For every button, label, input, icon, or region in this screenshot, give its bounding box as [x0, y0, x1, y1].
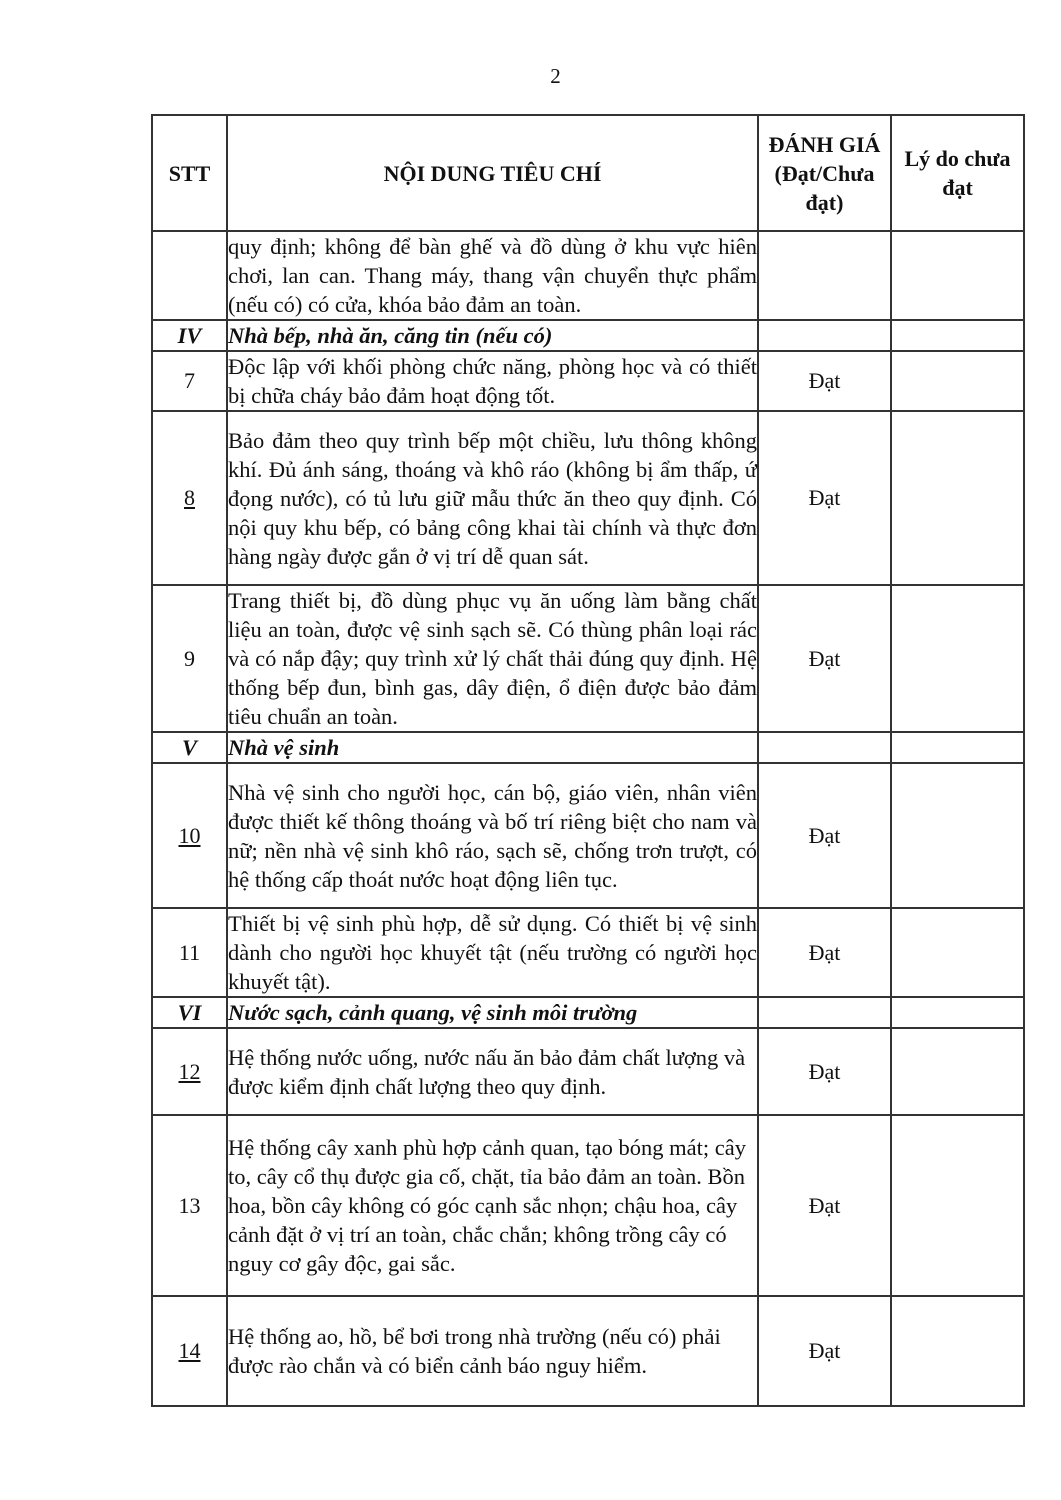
row-content: quy định; không để bàn ghế và đồ dùng ở khu vực hiên chơi, lan can. Thang máy, thang vận chuyển thực phẩm (nếu có) có cửa, khóa bảo đảm an toàn.: [227, 231, 758, 320]
row-evaluation: Đạt: [758, 1028, 891, 1115]
section-number: VI: [152, 997, 227, 1028]
row-content: Hệ thống ao, hồ, bể bơi trong nhà trường (nếu có) phải được rào chắn và có biển cảnh báo nguy hiểm.: [227, 1296, 758, 1406]
row-stt: [152, 411, 227, 585]
section-number: IV: [152, 320, 227, 351]
row-content: Bảo đảm theo quy trình bếp một chiều, lưu thông không khí. Đủ ánh sáng, thoáng và khô ráo (không bị ẩm thấp, ứ đọng nước), có tủ lưu giữ mẫu thức ăn theo quy định. Có nội quy khu bếp, có bảng công khai tài chính và thực đơn hàng ngày được gắn ở vị trí dễ quan sát.: [227, 411, 758, 585]
row-content: Hệ thống nước uống, nước nấu ăn bảo đảm chất lượng và được kiểm định chất lượng theo quy định.: [227, 1028, 758, 1115]
row-stt: 11: [152, 908, 227, 997]
section-row: [152, 320, 1024, 351]
row-evaluation: Đạt: [758, 585, 891, 732]
row-content: Trang thiết bị, đồ dùng phục vụ ăn uống làm bằng chất liệu an toàn, được vệ sinh sạch sẽ. Có thùng phân loại rác và có nắp đậy; quy trình xử lý chất thải đúng quy định. Hệ thống bếp đun, bình gas, dây điện, ổ điện được bảo đảm tiêu chuẩn an toàn.: [227, 585, 758, 732]
section-title: Nhà vệ sinh: [227, 732, 758, 763]
page-number: 2: [550, 64, 561, 88]
section-number: V: [152, 732, 227, 763]
row-evaluation: Đạt: [758, 763, 891, 908]
row-evaluation: Đạt: [758, 908, 891, 997]
row-stt: [152, 1296, 227, 1406]
header-stt: STT: [152, 115, 227, 231]
row-stt: 7: [152, 351, 227, 411]
section-reason: [891, 320, 1024, 351]
table-row: [152, 1028, 1024, 1115]
row-stt-text: 8: [184, 485, 195, 510]
row-stt: [152, 231, 227, 320]
row-content: Nhà vệ sinh cho người học, cán bộ, giáo viên, nhân viên được thiết kế thông thoáng và bố trí riêng biệt cho nam và nữ; nền nhà vệ sinh khô ráo, sạch sẽ, chống trơn trượt, có hệ thống cấp thoát nước hoạt động liên tục.: [227, 763, 758, 908]
row-reason: [891, 763, 1024, 908]
row-reason: [891, 908, 1024, 997]
header-evaluation: ĐÁNH GIÁ (Đạt/Chưa đạt): [758, 115, 891, 231]
table-header-row: [152, 115, 1024, 231]
row-reason: [891, 351, 1024, 411]
table-row: [152, 411, 1024, 585]
row-reason: [891, 411, 1024, 585]
row-reason: [891, 1115, 1024, 1296]
table-row: [152, 585, 1024, 732]
section-evaluation: [758, 997, 891, 1028]
row-evaluation: Đạt: [758, 411, 891, 585]
row-stt: 9: [152, 585, 227, 732]
row-evaluation: [758, 231, 891, 320]
row-stt-text: 12: [178, 1058, 201, 1084]
header-reason: Lý do chưa đạt: [891, 115, 1024, 231]
row-evaluation: Đạt: [758, 351, 891, 411]
row-stt-text: 10: [178, 822, 201, 848]
row-content: Độc lập với khối phòng chức năng, phòng học và có thiết bị chữa cháy bảo đảm hoạt động tốt.: [227, 351, 758, 411]
section-title: Nhà bếp, nhà ăn, căng tin (nếu có): [227, 320, 758, 351]
table-row: [152, 351, 1024, 411]
section-reason: [891, 732, 1024, 763]
row-evaluation: Đạt: [758, 1115, 891, 1296]
row-reason: [891, 585, 1024, 732]
row-content: Thiết bị vệ sinh phù hợp, dễ sử dụng. Có thiết bị vệ sinh dành cho người học khuyết tật (nếu trường có người học khuyết tật).: [227, 908, 758, 997]
criteria-table: [151, 114, 1025, 1407]
row-content: Hệ thống cây xanh phù hợp cảnh quan, tạo bóng mát; cây to, cây cổ thụ được gia cố, chặt, tỉa bảo đảm an toàn. Bồn hoa, bồn cây không có góc cạnh sắc nhọn; chậu hoa, cây cảnh đặt ở vị trí an toàn, chắc chắn; không trồng cây có nguy cơ gây độc, gai sắc.: [227, 1115, 758, 1296]
header-content: NỘI DUNG TIÊU CHÍ: [227, 115, 758, 231]
table-row: [152, 763, 1024, 908]
table-row: [152, 1115, 1024, 1296]
section-reason: [891, 997, 1024, 1028]
section-evaluation: [758, 732, 891, 763]
table-row: [152, 231, 1024, 320]
row-stt: [152, 763, 227, 908]
section-row: [152, 997, 1024, 1028]
row-reason: [891, 1296, 1024, 1406]
row-stt-text: 14: [178, 1338, 201, 1363]
row-reason: [891, 1028, 1024, 1115]
table-row: [152, 1296, 1024, 1406]
row-reason: [891, 231, 1024, 320]
section-evaluation: [758, 320, 891, 351]
row-stt: [152, 1028, 227, 1115]
table-row: [152, 908, 1024, 997]
row-stt: 13: [152, 1115, 227, 1296]
section-row: [152, 732, 1024, 763]
row-evaluation: Đạt: [758, 1296, 891, 1406]
section-title: Nước sạch, cảnh quang, vệ sinh môi trường: [227, 997, 758, 1028]
